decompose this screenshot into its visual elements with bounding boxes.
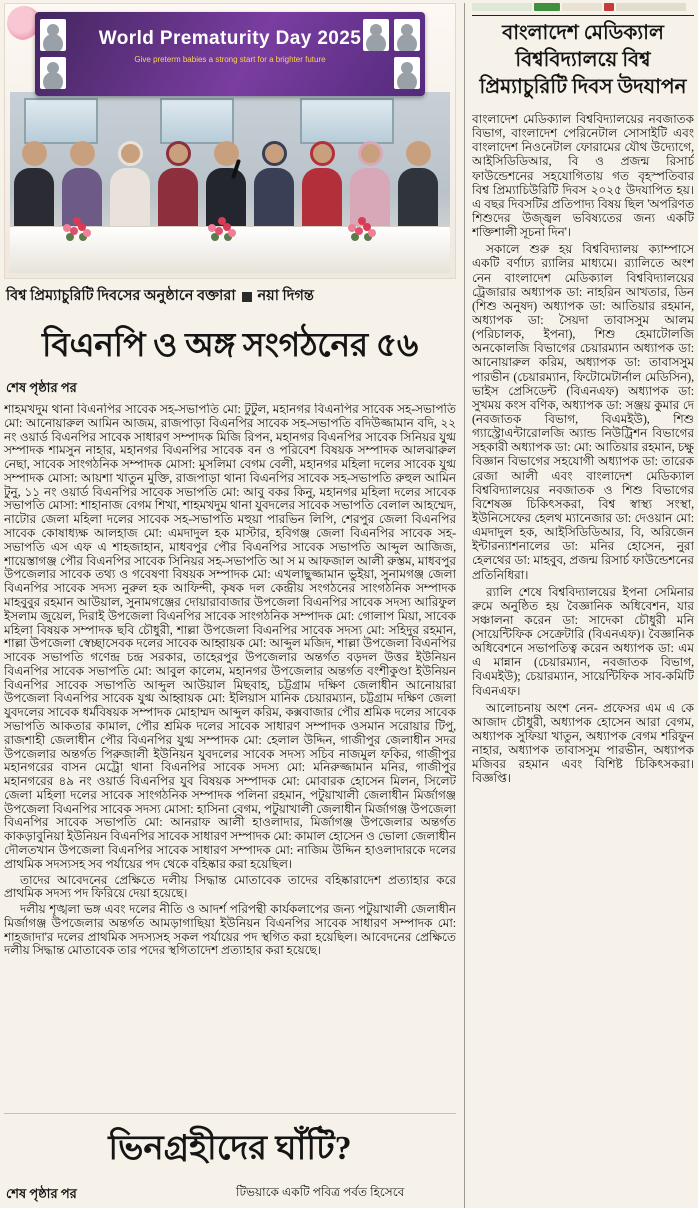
- caption-credit: নয়া দিগন্ত: [257, 288, 314, 304]
- person-figure: [252, 141, 296, 227]
- right-article-paragraph: আলোচনায় অংশ নেন- প্রফেসর এম এ কে আজাদ চৌধুরী, অধ্যাপক হোসেন আরা বেগম, অধ্যাপক সুফিয়া খাতুন, অধ্যাপক বেগম শরিফুন নাহার, অধ্যাপক তাবাসসুম পারভীন, অধ্যাপক মজিবর রহমান এবং বিশিষ্ট চিকিৎসকরা। বিজ্ঞপ্তি।: [472, 700, 694, 786]
- bottom-article-col-right: [236, 1185, 456, 1208]
- crop-fragment-block: [604, 3, 614, 11]
- banner-subtitle: Give preterm babies a strong start for a brighter future: [134, 55, 326, 64]
- window-background: [160, 98, 234, 144]
- right-column: [464, 3, 694, 1208]
- crop-fragment-block: [534, 3, 560, 11]
- continued-from-label: শেষ পৃষ্ঠার পর: [6, 380, 77, 395]
- crop-fragment-block: [472, 3, 532, 11]
- person-figure: [396, 141, 440, 227]
- event-photo: [4, 3, 456, 279]
- left-column: [4, 3, 456, 1208]
- right-article-headline: বাংলাদেশ মেডিক্যাল বিশ্ববিদ্যালয়ে বিশ্ব প্রিম্যাচুরিটি দিবস উদযাপন: [472, 15, 694, 108]
- epaper-crop-fragment: [472, 3, 694, 11]
- right-article-paragraph: বাংলাদেশ মেডিক্যাল বিশ্ববিদ্যালয়ের নবজাতক বিভাগ, বাংলাদেশ পেরিনেটাল সোসাইটি এবং বাংলাদেশ নিওনেটাল ফোরামের যৌথ উদ্যোগে, আইসিডিডিআর, বি ও প্রজন্ম রিসার্চ ফাউন্ডেশনের সহযোগিতায় গত বৃহস্পতিবার বিশ্ব প্রিম্যাচিউরিটি দিবস ২০২৫ উদযাপিত হয়। এ বছর দিবসটির প্রতিপাদ্য বিষয় ছিল 'অপরিণত শিশুদের উজ্জ্বল ভবিষ্যতের জন্য একটি শক্তিশালী সূচনা দিন'।: [472, 112, 694, 240]
- banner-portrait: [394, 19, 420, 51]
- right-article-paragraph: সকালে শুরু হয় বিশ্ববিদ্যালয় ক্যাম্পাসে একটি বর্ণাঢ্য র‌্যালির মাধ্যমে। র‌্যালিতে অংশ নেন বাংলাদেশ মেডিক্যাল বিশ্ববিদ্যালয়ের ট্রেজারার অধ্যাপক ডা: নাহরিন আখতার, ডিন (শিশু অনুষদ) অধ্যাপক ডা: আতিয়ার রহমান, অধ্যাপক ডা: সৈয়দা তাবাসসুম আলম (পরিচালক, ইপনা), শিশু হেমাটোলজি অনকোলজি বিভাগের চেয়ারম্যান অধ্যাপক ডা: আনোয়ারুল করিম, অধ্যাপক ডা: তাবাসসুম পারভীন (চেয়ারম্যান, ফিটোমেটার্নাল মেডিসিন), ভাইস প্রেসিডেন্ট (বিএনএফ) অধ্যাপক ডা: সুখময় কংস বণিক, অধ্যাপক ডা: সঞ্জয় কুমার দে (নবজাতক বিভাগ, বিএমইউ), শিশু গ্যাস্ট্রোএন্টারোলজি অ্যান্ড নিউট্রিশন বিভাগের সহকারী অধ্যাপক ডা: মো: আতিয়ার রহমান, চক্ষু বিজ্ঞান বিভাগের সহযোগী অধ্যাপক ডা: তারেক রেজা আলী এবং বাংলাদেশ মেডিক্যাল বিশ্ববিদ্যালয়ের নবজাতক ও শিশু বিভাগের বিশেষজ্ঞ চিকিৎসকরা, বিশ্ব স্বাস্থ্য সংস্থা, ইউনিসেফের হেলথ ম্যানেজার ডা: দেওয়ান মো: এমদাদুল হক, আইসিডিডিআর, বি, অরিজেন ইন্টারন্যাশনালের ডা: মনির হোসেন, নুরা হেলথের ডা: মাহবুব, প্রজন্ম রিসার্চ ফাউন্ডেশনের প্রতিনিধিরা।: [472, 242, 694, 582]
- flower-bouquet: [70, 227, 78, 235]
- banner-portrait: [40, 57, 66, 89]
- caption-text: বিশ্ব প্রিম্যাচুরিটি দিবসের অনুষ্ঠানে বক্তারা: [6, 288, 236, 304]
- window-background: [24, 98, 98, 144]
- person-figure: [108, 141, 152, 227]
- main-article-headline: বিএনপি ও অঙ্গ সংগঠনের ৫৬: [41, 328, 419, 364]
- continued-from-label: শেষ পৃষ্ঠার পর: [6, 1186, 77, 1201]
- caption-separator-icon: [242, 292, 252, 302]
- crop-fragment-block: [616, 3, 686, 11]
- event-banner: [35, 12, 425, 96]
- bottom-article-columns: [4, 1185, 456, 1208]
- banner-portrait: [40, 19, 66, 51]
- person-figure: [60, 141, 104, 227]
- main-article-paragraph: দলীয় শৃঙ্খলা ভঙ্গ এবং দলের নীতি ও আদর্শ পরিপন্থী কার্যকলাপের জন্য পটুয়াখালী জেলাধীন মির্জাগঞ্জ উপজেলার অন্তর্গত আমড়াগাছিয়া ইউনিয়ন বিএনপির সাবেক সাধারণ সম্পাদক মো: শাহজাদা'র দলের প্রাথমিক সদস্যসহ সকল পর্যায়ের পদ স্থগিত করা হয়েছিল। আবেদনের প্রেক্ষিতে দলীয় সিদ্ধান্ত মোতাবেক তার পদের স্থগিতাদেশ প্রত্যাহার করা হয়েছে।: [4, 902, 456, 958]
- banner-title: World Prematurity Day 2025: [98, 28, 362, 49]
- crop-fragment-block: [562, 3, 602, 11]
- bottom-article-col-left: [4, 1185, 224, 1208]
- section-divider: [4, 1113, 456, 1114]
- main-article-body: [4, 403, 456, 1107]
- person-figure: [156, 141, 200, 227]
- banner-portrait: [394, 57, 420, 89]
- person-figure: [300, 141, 344, 227]
- flower-bouquet: [215, 227, 223, 235]
- window-background: [300, 98, 394, 144]
- main-article-paragraph: তাদের আবেদনের প্রেক্ষিতে দলীয় সিদ্ধান্ত মোতাবেক তাদের বহিষ্কারাদেশ প্রত্যাহার করে প্রাথমিক সদস্য পদ ফিরিয়ে দেয়া হয়েছে।: [4, 872, 456, 901]
- bottom-article-headline: ভিনগ্রহীদের ঘাঁটি?: [108, 1130, 352, 1167]
- right-article-body: [472, 112, 694, 1142]
- person-figure: [348, 141, 392, 227]
- main-article-paragraph: শাহমখদুম থানা বিএনপির সাবেক সহ-সভাপতি মো: টুটুল, মহানগর বিএনপির সাবেক সহ-সভাপতি মো: আনোয়ারুল আমিন আজম, রাজপাড়া বিএনপির সাবেক সহ-সভাপতি বদিউজ্জামান বদি, ২২ নং ওয়ার্ড বিএনপির সাবেক সাধারণ সম্পাদক মিজি রিপন, মহানগর বিএনপির সাবেক সিনিয়র যুগ্ম সম্পাদক শামসুন নাহার, মহানগর বিএনপির সাবেক বন ও পরিবেশ বিষয়ক সম্পাদক আলঝারুল নেছা, সাবেক সাংগঠনিক সম্পাদক মোসা: মুসলিমা বেগম বেলী, মহানগর মহিলা দলের সাবেক যুগ্ম সম্পাদক মোসা: আয়শা খাতুন মুক্তি, রাজপাড়া থানা বিএনপির সাবেক সহ-সভাপতি রুহুল আমিন টুনু, ১১ নং ওয়ার্ড বিএনপির সাবেক সভাপতি মো: আবু বকর কিনু, মহানগর মহিলা দলের সাবেক সভাপতি মোসা: শাহানাজ বেগম শিখা, শাহমখদুম থানা যুবদলের সাবেক সভাপতি বেলাল আহম্মেদ, নাটোর জেলা মহিলা দলের সাবেক সহ-সভাপতি মহুয়া পারভিন লিপি, শেরপুর জেলা বিএনপির সাবেক কোষাধ্যক্ষ আলহাজ মো: এমদাদুল হক মাস্টার, হবিগঞ্জ জেলা বিএনপির সাবেক সহ-সভাপতি এস এফ এ শাহজাহান, মাধবপুর পৌর বিএনপির সাবেক সভাপতি আব্দুল আজিজ, শায়েস্তাগঞ্জ পৌর বিএনপির সাবেক সিনিয়র সহ-সভাপতি আ স ম আফজাল আলী রুস্তম, মাধবপুর উপজেলার সাবেক তথ্য ও গবেষণা বিষয়ক সম্পাদক মো: এখলাছুজ্জামান ভুইয়া, সুনামগঞ্জ জেলা বিএনপির সাবেক সদস্য নুরুল হক আফিন্দী, কৃষক দল কেন্দ্রীয় সংগঠনের সাংগঠনিক সম্পাদক মাহবুবুর রহমান আউয়াল, সুনামগঞ্জের দোয়ারাবাজার উপজেলা বিএনপির সাবেক সদস্য আরিফুল ইসলাম জুয়েল, দিরাই উপজেলা বিএনপির সাবেক সাংগঠনিক সম্পাদক মো: গোলাপ মিয়া, সাবেক মহিলা বিষয়ক সম্পাদক ছবি চৌধুরী, শাল্লা উপজেলা বিএনপির সাবেক সদস্য মো: সহিদুর রহমান, শাল্লা উপজেলা স্বেচ্ছাসেবক দলের সাবেক আহ্বায়ক মো: আব্দুল মজিদ, শাল্লা উপজেলা বিএনপির সাবেক সভাপতি গণেন্দ্র চন্দ্র সরকার, তাহেরপুর উপজেলার অন্তর্গত বড়দল উত্তর ইউনিয়ন বিএনপির সাবেক সভাপতি মো: আবুল কালেম, মহানগর উপজেলার অন্তর্গত বংশীকুণ্ডা ইউনিয়ন বিএনপির সাবেক সভাপতি আব্দুল আউয়াল মিছবাহ, চট্টগ্রাম দক্ষিণ জেলাধীন আনোয়ারা উপজেলা বিএনপির সাবেক যুগ্ম আহ্বায়ক মো: ইলিয়াস মানিক চেয়ারম্যান, চট্টগ্রাম দক্ষিণ জেলা যুবদলের সাবেক ধর্মবিষয়ক সম্পাদক মোহাম্মদ আব্দুল করিম, কক্সবাজার পৌর শ্রমিক দলের সাবেক সভাপতি আকতার কামাল, পৌর শ্রমিক দলের সাবেক সাধারণ সম্পাদক ওসমান সরোয়ার টিপু, রাজশাহী জেলাধীন পৌর বিএনপির যুগ্ম সম্পাদক মো: হেলাল উদ্দিন, গাজীপুর জেলাধীন সদর উপজেলার অন্তর্গত পিরুজালী ইউনিয়ন যুবদলের সাবেক সদস্য সচিব নাজমুল ফকির, গাজীপুর মহানগরের বাসন মেট্রো থানা বিএনপির সাবেক সদস্য মো: মনিরুজ্জামান মনির, গাজীপুর মহানগরের ৪৯ নং ওয়ার্ড বিএনপির যুব বিষয়ক সম্পাদক মো: মোবারক হোসেন মিলন, সিলেট জেলা মহিলা দলের সাবেক সাংগঠনিক সম্পাদক পলিনা রহমান, পটুয়াখালী জেলাধীন মির্জাগঞ্জ উপজেলা বিএনপির সাবেক সদস্য মোসা: হাসিনা বেগম, পটুয়াখালী জেলাধীন মির্জাগঞ্জ উপজেলা বিএনপির সাবেক সভাপতি মো: আনরাফ আলী হাওলাদার, মির্জাগঞ্জ উপজেলার অন্তর্গত কাকড়াবুনিয়া ইউনিয়ন বিএনপির সাবেক সাধারণ সম্পাদক মো: কামাল হোসেন ও ভোলা জেলাধীন দৌলতখান উপজেলা বিএনপির সাবেক সাধারণ সম্পাদক মো: নাজিম উদ্দিন হাওলাদারকে দলের প্রাথমিক সদস্যসহ সব পর্যায়ের পদ থেকে বহিষ্কার করা হয়েছিল।: [4, 403, 456, 871]
- flower-bouquet: [355, 227, 363, 235]
- banner-portrait: [363, 19, 389, 51]
- bottom-article-first-line: টিভয়াকে একটি পবিত্র পর্বত হিসেবে: [236, 1185, 405, 1199]
- right-article-paragraph: র‌্যালি শেষে বিশ্ববিদ্যালয়ের ইপনা সেমিনার রুমে অনুষ্ঠিত হয় বৈজ্ঞানিক অধিবেশন, যার সঞ্চালনা করেন ডা: সাদেকা চৌধুরী মনি (সায়েন্টিফিক সেক্রেটারি (বিএনএফ)। বৈজ্ঞানিক অধিবেশনে সভাপতিত্ব করেন অধ্যাপক ডা: এম এ মান্নান (চেয়ারম্যান, নবজাতক বিভাগ, বিএমইউ); চেয়ারম্যান, সায়েন্টিফিক সাব-কমিটি বিএনএফ।: [472, 584, 694, 698]
- photo-scene: [10, 92, 450, 273]
- person-figure: [12, 141, 56, 227]
- person-figure-speaker: [204, 141, 248, 227]
- photo-caption: [6, 285, 454, 309]
